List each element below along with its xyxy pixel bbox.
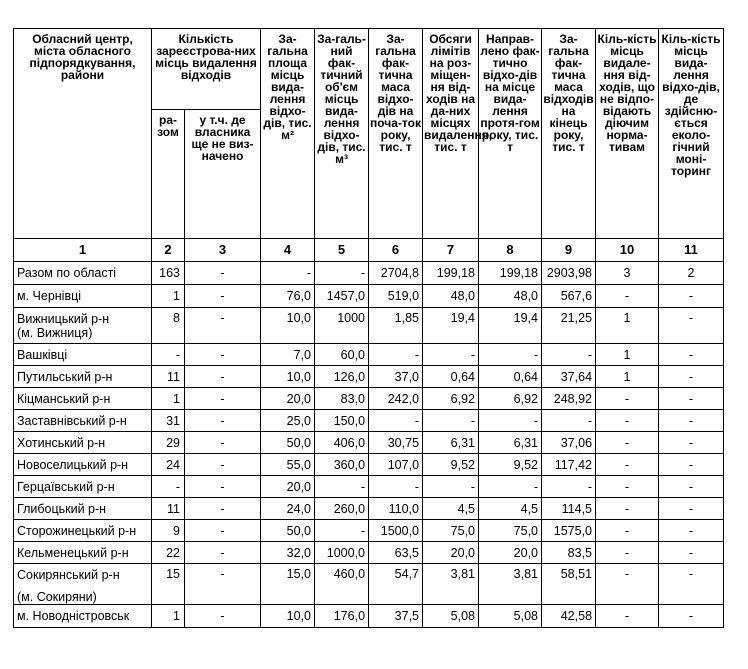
table-row xyxy=(14,454,724,476)
cell-c3: - xyxy=(185,498,261,520)
cell-c10: - xyxy=(596,498,659,520)
cell-c7: 19,4 xyxy=(423,308,479,344)
cell-c2: 8 xyxy=(152,308,185,344)
cell-c7: 75,0 xyxy=(423,520,479,542)
cell-c2: 22 xyxy=(152,542,185,564)
cell-c9: 37,06 xyxy=(542,432,596,454)
cell-c2: 15 xyxy=(152,564,185,605)
cell-c10: - xyxy=(596,605,659,628)
header-total: ра-зом xyxy=(152,110,185,239)
cell-c4: 50,0 xyxy=(261,432,315,454)
cell-c9: - xyxy=(542,476,596,498)
cell-c9: - xyxy=(542,410,596,432)
cell-c3: - xyxy=(185,476,261,498)
row-name: Сторожинецький р-н xyxy=(17,523,137,538)
cell-c5: - xyxy=(315,476,369,498)
cell-c8: 6,92 xyxy=(479,388,542,410)
cell-c9: - xyxy=(542,344,596,366)
cell-c5: 260,0 xyxy=(315,498,369,520)
cell-c5: - xyxy=(315,262,369,285)
column-number: 11 xyxy=(659,239,724,262)
cell-c10: - xyxy=(596,542,659,564)
row-name-cell xyxy=(14,432,152,454)
cell-c6: 107,0 xyxy=(369,454,423,476)
cell-c3: - xyxy=(185,308,261,344)
row-name-cell xyxy=(14,285,152,308)
cell-c4: 25,0 xyxy=(261,410,315,432)
cell-c11: - xyxy=(659,410,724,432)
cell-c10: - xyxy=(596,520,659,542)
cell-c7: 6,92 xyxy=(423,388,479,410)
cell-c11: - xyxy=(659,542,724,564)
cell-c11: - xyxy=(659,432,724,454)
row-name-cell xyxy=(14,262,152,285)
cell-c5: 176,0 xyxy=(315,605,369,628)
cell-c11: - xyxy=(659,476,724,498)
cell-c5: 83,0 xyxy=(315,388,369,410)
header-volume: За-галь-ний фак-тичний об'єм місць вида-лення відхо-дів, тис. м³ xyxy=(315,29,369,239)
cell-c11: - xyxy=(659,366,724,388)
cell-c6: 63,5 xyxy=(369,542,423,564)
header-sent: Направ-лено фак-тично відхо-дів на місце вида-лення протя-гом року, тис. т xyxy=(479,29,542,239)
row-name: Сокирянський р-н xyxy=(17,568,120,582)
cell-c11: - xyxy=(659,498,724,520)
cell-c9: 248,92 xyxy=(542,388,596,410)
row-name: Герцаївський р-н xyxy=(17,479,115,494)
cell-c9: 567,6 xyxy=(542,285,596,308)
row-name-cell xyxy=(14,308,152,344)
cell-c3: - xyxy=(185,388,261,410)
cell-c4: 20,0 xyxy=(261,476,315,498)
cell-c4: 20,0 xyxy=(261,388,315,410)
row-name-cell xyxy=(14,454,152,476)
row-name: Кіцманський р-н xyxy=(17,391,111,406)
table-row xyxy=(14,366,724,388)
row-name-note: (м. Вижниця) xyxy=(17,325,93,340)
cell-c9: 117,42 xyxy=(542,454,596,476)
table-row xyxy=(14,285,724,308)
cell-c5: 1000 xyxy=(315,308,369,344)
cell-c8: 199,18 xyxy=(479,262,542,285)
column-number: 7 xyxy=(423,239,479,262)
row-name: м. Чернівці xyxy=(17,289,82,303)
cell-c2: 1 xyxy=(152,388,185,410)
cell-c3: - xyxy=(185,542,261,564)
cell-c6: 37,0 xyxy=(369,366,423,388)
cell-c6: - xyxy=(369,344,423,366)
cell-c10: - xyxy=(596,285,659,308)
table-row xyxy=(14,388,724,410)
cell-c5: 1000,0 xyxy=(315,542,369,564)
cell-c11: - xyxy=(659,520,724,542)
column-number: 1 xyxy=(14,239,152,262)
cell-c4: 32,0 xyxy=(261,542,315,564)
table-body xyxy=(14,262,724,628)
row-name: Вижницький р-н xyxy=(17,311,110,326)
cell-c9: 83,5 xyxy=(542,542,596,564)
cell-c8: 48,0 xyxy=(479,285,542,308)
cell-c10: 3 xyxy=(596,262,659,285)
cell-c7: 0,64 xyxy=(423,366,479,388)
column-number: 9 xyxy=(542,239,596,262)
column-number: 2 xyxy=(152,239,185,262)
cell-c2: 1 xyxy=(152,605,185,628)
table-header xyxy=(14,29,724,262)
cell-c11: - xyxy=(659,388,724,410)
cell-c2: 29 xyxy=(152,432,185,454)
cell-c7: 9,52 xyxy=(423,454,479,476)
cell-c8: 75,0 xyxy=(479,520,542,542)
cell-c2: 9 xyxy=(152,520,185,542)
cell-c5: 126,0 xyxy=(315,366,369,388)
row-name: Хотинський р-н xyxy=(17,435,106,450)
cell-c9: 58,51 xyxy=(542,564,596,605)
cell-c3: - xyxy=(185,285,261,308)
cell-c8: 19,4 xyxy=(479,308,542,344)
row-name-cell xyxy=(14,476,152,498)
cell-c6: - xyxy=(369,476,423,498)
cell-c6: 110,0 xyxy=(369,498,423,520)
cell-c11: - xyxy=(659,308,724,344)
cell-c6: 1500,0 xyxy=(369,520,423,542)
header-non-compliant: Кіль-кість місць видале-ння від-ходів, що не відпо-відають діючим норма-тивам xyxy=(596,29,659,239)
cell-c5: 1457,0 xyxy=(315,285,369,308)
column-number: 4 xyxy=(261,239,315,262)
cell-c5: - xyxy=(315,520,369,542)
table-row xyxy=(14,432,724,454)
row-name-cell xyxy=(14,344,152,366)
row-name: Новоселицький р-н xyxy=(17,457,129,472)
cell-c8: 4,5 xyxy=(479,498,542,520)
cell-c10: 1 xyxy=(596,344,659,366)
cell-c5: 460,0 xyxy=(315,564,369,605)
column-numbers-row xyxy=(14,239,724,262)
header-no-owner: у т.ч. де власника ще не виз-начено xyxy=(185,110,261,239)
cell-c9: 21,25 xyxy=(542,308,596,344)
cell-c2: - xyxy=(152,476,185,498)
cell-c9: 37,64 xyxy=(542,366,596,388)
cell-c8: - xyxy=(479,410,542,432)
cell-c3: - xyxy=(185,564,261,605)
cell-c6: 54,7 xyxy=(369,564,423,605)
row-name-cell xyxy=(14,542,152,564)
cell-c5: 406,0 xyxy=(315,432,369,454)
cell-c7: - xyxy=(423,410,479,432)
cell-c6: 1,85 xyxy=(369,308,423,344)
row-name-cell xyxy=(14,605,152,628)
cell-c11: 2 xyxy=(659,262,724,285)
cell-c7: 6,31 xyxy=(423,432,479,454)
row-name-cell xyxy=(14,366,152,388)
cell-c4: 10,0 xyxy=(261,308,315,344)
header-mass-end: За-гальна фак-тична маса відходів на кінець року, тис. т xyxy=(542,29,596,239)
cell-c9: 2903,98 xyxy=(542,262,596,285)
cell-c7: - xyxy=(423,344,479,366)
cell-c6: 519,0 xyxy=(369,285,423,308)
cell-c6: 37,5 xyxy=(369,605,423,628)
cell-c4: 15,0 xyxy=(261,564,315,605)
table-row xyxy=(14,498,724,520)
row-name: м. Новодністровськ xyxy=(17,609,130,623)
row-name: Заставнівський р-н xyxy=(17,413,127,428)
cell-c3: - xyxy=(185,262,261,285)
cell-c2: 11 xyxy=(152,498,185,520)
cell-c3: - xyxy=(185,366,261,388)
row-name: Кельменецький р-н xyxy=(17,545,129,560)
cell-c7: 48,0 xyxy=(423,285,479,308)
cell-c2: 11 xyxy=(152,366,185,388)
header-registered-sites: Кількість зареєстрова-них місць видалення відходів xyxy=(152,29,261,110)
column-number: 5 xyxy=(315,239,369,262)
cell-c3: - xyxy=(185,410,261,432)
row-name-cell xyxy=(14,498,152,520)
cell-c10: - xyxy=(596,564,659,605)
row-name: Вашківці xyxy=(17,347,68,362)
column-number: 8 xyxy=(479,239,542,262)
row-name-cell xyxy=(14,388,152,410)
column-number: 3 xyxy=(185,239,261,262)
cell-c8: 6,31 xyxy=(479,432,542,454)
cell-c8: 20,0 xyxy=(479,542,542,564)
cell-c4: 50,0 xyxy=(261,520,315,542)
cell-c3: - xyxy=(185,605,261,628)
header-area: За-гальна площа місць вида-лення відхо-дів, тис. м² xyxy=(261,29,315,239)
cell-c9: 42,58 xyxy=(542,605,596,628)
header-mass-start: За-гальна фак-тична маса відхо-дів на поча-ток року, тис. т xyxy=(369,29,423,239)
table-row xyxy=(14,564,724,605)
cell-c11: - xyxy=(659,285,724,308)
row-name: Глибоцький р-н xyxy=(17,501,107,516)
cell-c7: 3,81 xyxy=(423,564,479,605)
cell-c2: 24 xyxy=(152,454,185,476)
table-row xyxy=(14,262,724,285)
row-name: Разом по області xyxy=(17,266,117,280)
cell-c9: 1575,0 xyxy=(542,520,596,542)
table-row xyxy=(14,520,724,542)
table-row xyxy=(14,476,724,498)
cell-c6: 2704,8 xyxy=(369,262,423,285)
cell-c10: - xyxy=(596,388,659,410)
cell-c6: 242,0 xyxy=(369,388,423,410)
cell-c11: - xyxy=(659,564,724,605)
cell-c4: 55,0 xyxy=(261,454,315,476)
cell-c9: 114,5 xyxy=(542,498,596,520)
header-limits: Обсяги лімітів на роз-міщен-ня від-ходів на да-них місцях видалення, тис. т xyxy=(423,29,479,239)
cell-c7: - xyxy=(423,476,479,498)
column-number: 10 xyxy=(596,239,659,262)
cell-c8: 3,81 xyxy=(479,564,542,605)
cell-c4: - xyxy=(261,262,315,285)
cell-c4: 10,0 xyxy=(261,366,315,388)
cell-c11: - xyxy=(659,605,724,628)
cell-c8: - xyxy=(479,344,542,366)
row-name-cell xyxy=(14,410,152,432)
waste-sites-table xyxy=(13,28,724,628)
cell-c10: - xyxy=(596,454,659,476)
cell-c6: 30,75 xyxy=(369,432,423,454)
cell-c4: 24,0 xyxy=(261,498,315,520)
cell-c6: - xyxy=(369,410,423,432)
row-name: Путильський р-н xyxy=(17,369,113,384)
cell-c2: - xyxy=(152,344,185,366)
cell-c10: - xyxy=(596,476,659,498)
cell-c3: - xyxy=(185,344,261,366)
cell-c2: 163 xyxy=(152,262,185,285)
cell-c7: 5,08 xyxy=(423,605,479,628)
header-monitoring: Кіль-кість місць вида-лення відхо-дів, де здійсню-ється еколо-гічний моні-торинг xyxy=(659,29,724,239)
header-territory: Обласний центр, міста обласного підпорядкування, райони xyxy=(14,29,152,239)
cell-c3: - xyxy=(185,454,261,476)
cell-c2: 1 xyxy=(152,285,185,308)
cell-c4: 10,0 xyxy=(261,605,315,628)
table-row xyxy=(14,344,724,366)
cell-c4: 76,0 xyxy=(261,285,315,308)
cell-c3: - xyxy=(185,520,261,542)
cell-c2: 31 xyxy=(152,410,185,432)
cell-c10: 1 xyxy=(596,366,659,388)
row-name-cell xyxy=(14,520,152,542)
cell-c8: 0,64 xyxy=(479,366,542,388)
cell-c11: - xyxy=(659,454,724,476)
cell-c3: - xyxy=(185,432,261,454)
cell-c10: - xyxy=(596,410,659,432)
cell-c7: 4,5 xyxy=(423,498,479,520)
cell-c5: 60,0 xyxy=(315,344,369,366)
cell-c11: - xyxy=(659,344,724,366)
cell-c5: 360,0 xyxy=(315,454,369,476)
cell-c8: 9,52 xyxy=(479,454,542,476)
cell-c10: - xyxy=(596,432,659,454)
row-name-note: (м. Сокиряни) xyxy=(17,590,97,604)
cell-c4: 7,0 xyxy=(261,344,315,366)
cell-c7: 199,18 xyxy=(423,262,479,285)
table-row xyxy=(14,542,724,564)
cell-c5: 150,0 xyxy=(315,410,369,432)
cell-c8: - xyxy=(479,476,542,498)
table-row xyxy=(14,605,724,628)
cell-c8: 5,08 xyxy=(479,605,542,628)
column-number: 6 xyxy=(369,239,423,262)
row-name-cell xyxy=(14,564,152,605)
table-row xyxy=(14,410,724,432)
cell-c7: 20,0 xyxy=(423,542,479,564)
table-row xyxy=(14,308,724,344)
cell-c10: 1 xyxy=(596,308,659,344)
